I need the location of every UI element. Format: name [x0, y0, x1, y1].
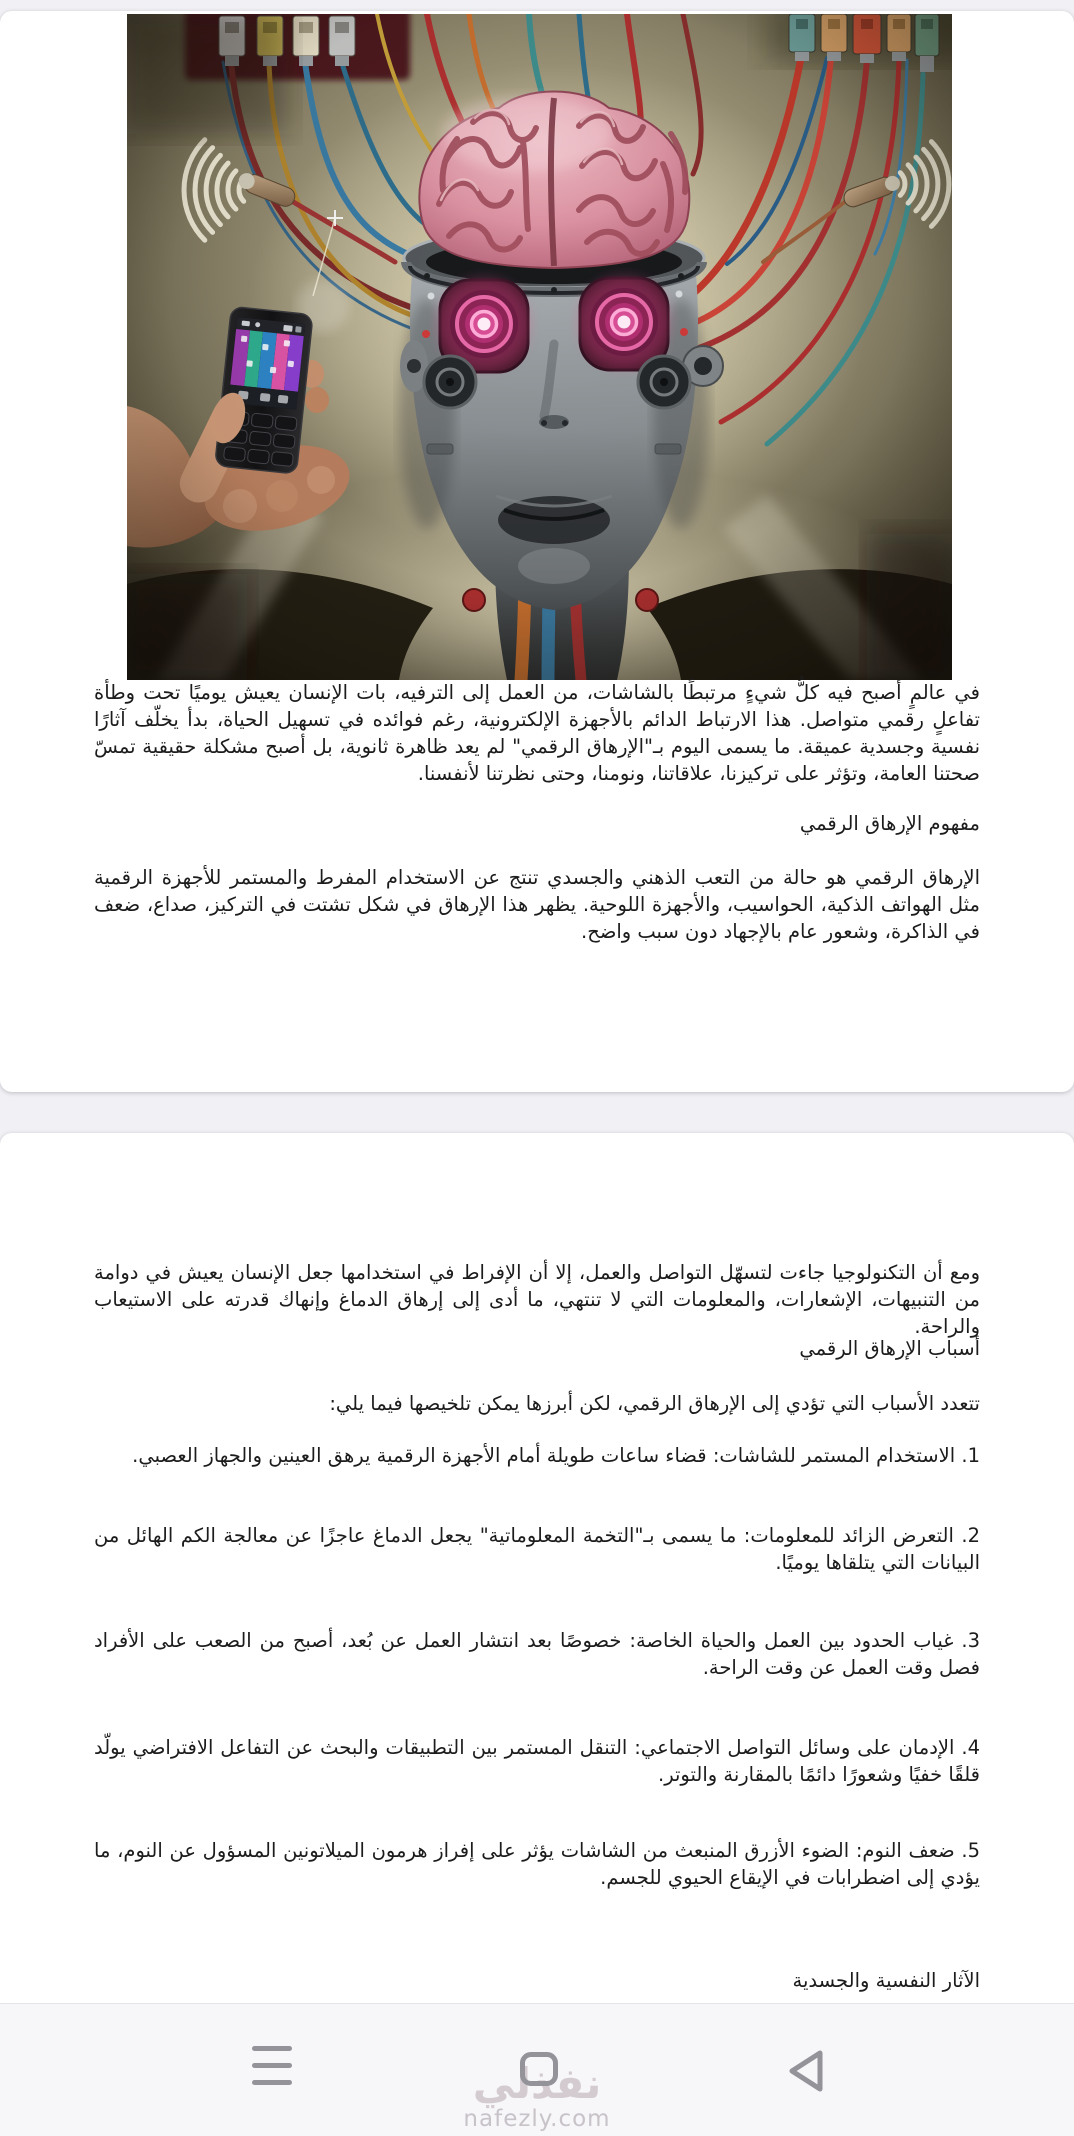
list-item-5: 5. ضعف النوم: الضوء الأزرق المنبعث من الشاشات يؤثر على إفراز هرمون الميلاتونين المسؤول عن النوم، ما يؤدي إلى اضطرابات في الإيقاع الحيوي للجسم. — [94, 1839, 980, 1889]
list-item-3: 3. غياب الحدود بين العمل والحياة الخاصة: خصوصًا بعد انتشار العمل عن بُعد، أصبح من الصعب على الأفراد فصل وقت العمل عن وقت الراحة. — [94, 1629, 980, 1679]
recents-button[interactable] — [252, 2046, 292, 2088]
android-navbar — [0, 2003, 1074, 2136]
home-button[interactable] — [520, 2052, 558, 2086]
hamburger-icon — [252, 2046, 292, 2051]
hero-image — [127, 14, 952, 680]
hamburger-icon — [252, 2080, 292, 2085]
list-item-1: 1. الاستخدام المستمر للشاشات: قضاء ساعات طويلة أمام الأجهزة الرقمية يرهق العينين والجهاز العصبي. — [132, 1444, 980, 1467]
paragraph-definition: الإرهاق الرقمي هو حالة من التعب الذهني والجسدي تنتج عن الاستخدام المفرط والمستمر للأجهزة الرقمية مثل الهواتف الذكية، الحواسيب، والأجهزة اللوحية. يظهر هذا الإرهاق في شكل تشتت في التركيز، صداع، ضعف في الذاكرة، وشعور عام بالإجهاد دون سبب واضح. — [94, 866, 980, 943]
list-item-4: 4. الإدمان على وسائل التواصل الاجتماعي: التنقل المستمر بين التطبيقات والبحث عن التفاعل الافتراضي يولّد قلقًا خفيًا وشعورًا دائمًا بالمقارنة والتوتر. — [94, 1736, 980, 1786]
watermark-brand: نفذلي — [472, 2059, 602, 2108]
paragraph-intro: في عالمٍ أصبح فيه كلُّ شيءٍ مرتبطًا بالشاشات، من العمل إلى الترفيه، بات الإنسان يعيش يوميًا تحت وطأة تفاعلٍ رقمي متواصل. هذا الارتباط الدائم بالأجهزة الإلكترونية، رغم فوائده في تسهيل الحياة، بدأ يخلّف آثارًا نفسية وجسدية عميقة. ما يسمى اليوم بـ"الإرهاق الرقمي" لم يعد ظاهرة ثانوية، بل أصبح مشكلة حقيقية تمسّ صحتنا العامة، وتؤثر على تركيزنا، علاقاتنا، ونومنا، وحتى نظرتنا لأنفسنا. — [94, 681, 980, 785]
hamburger-icon — [252, 2063, 292, 2068]
back-button[interactable] — [784, 2048, 826, 2094]
list-item-2: 2. التعرض الزائد للمعلومات: ما يسمى بـ"التخمة المعلوماتية" يجعل الدماغ عاجزًا عن معالجة الكم الهائل من البيانات التي يتلقاها يوميًا. — [94, 1524, 980, 1574]
causes-intro: تتعدد الأسباب التي تؤدي إلى الإرهاق الرقمي، لكن أبرزها يمكن تلخيصها فيما يلي: — [329, 1392, 980, 1415]
heading-effects: الآثار النفسية والجسدية — [792, 1969, 980, 1992]
heading-concept: مفهوم الإرهاق الرقمي — [799, 812, 980, 835]
heading-causes: أسباب الإرهاق الرقمي — [799, 1337, 980, 1360]
watermark-site: nafezly.com — [463, 2106, 611, 2132]
paragraph-technology: ومع أن التكنولوجيا جاءت لتسهّل التواصل والعمل، إلا أن الإفراط في استخدامها جعل الإنسان يعيش في دوامة من التنبيهات، الإشعارات، والمعلومات التي لا تنتهي، ما أدى إلى إرهاق الدماغ وإنهاك قدرته على الاستيعاب والراحة. — [94, 1261, 980, 1338]
back-icon — [784, 2048, 826, 2094]
